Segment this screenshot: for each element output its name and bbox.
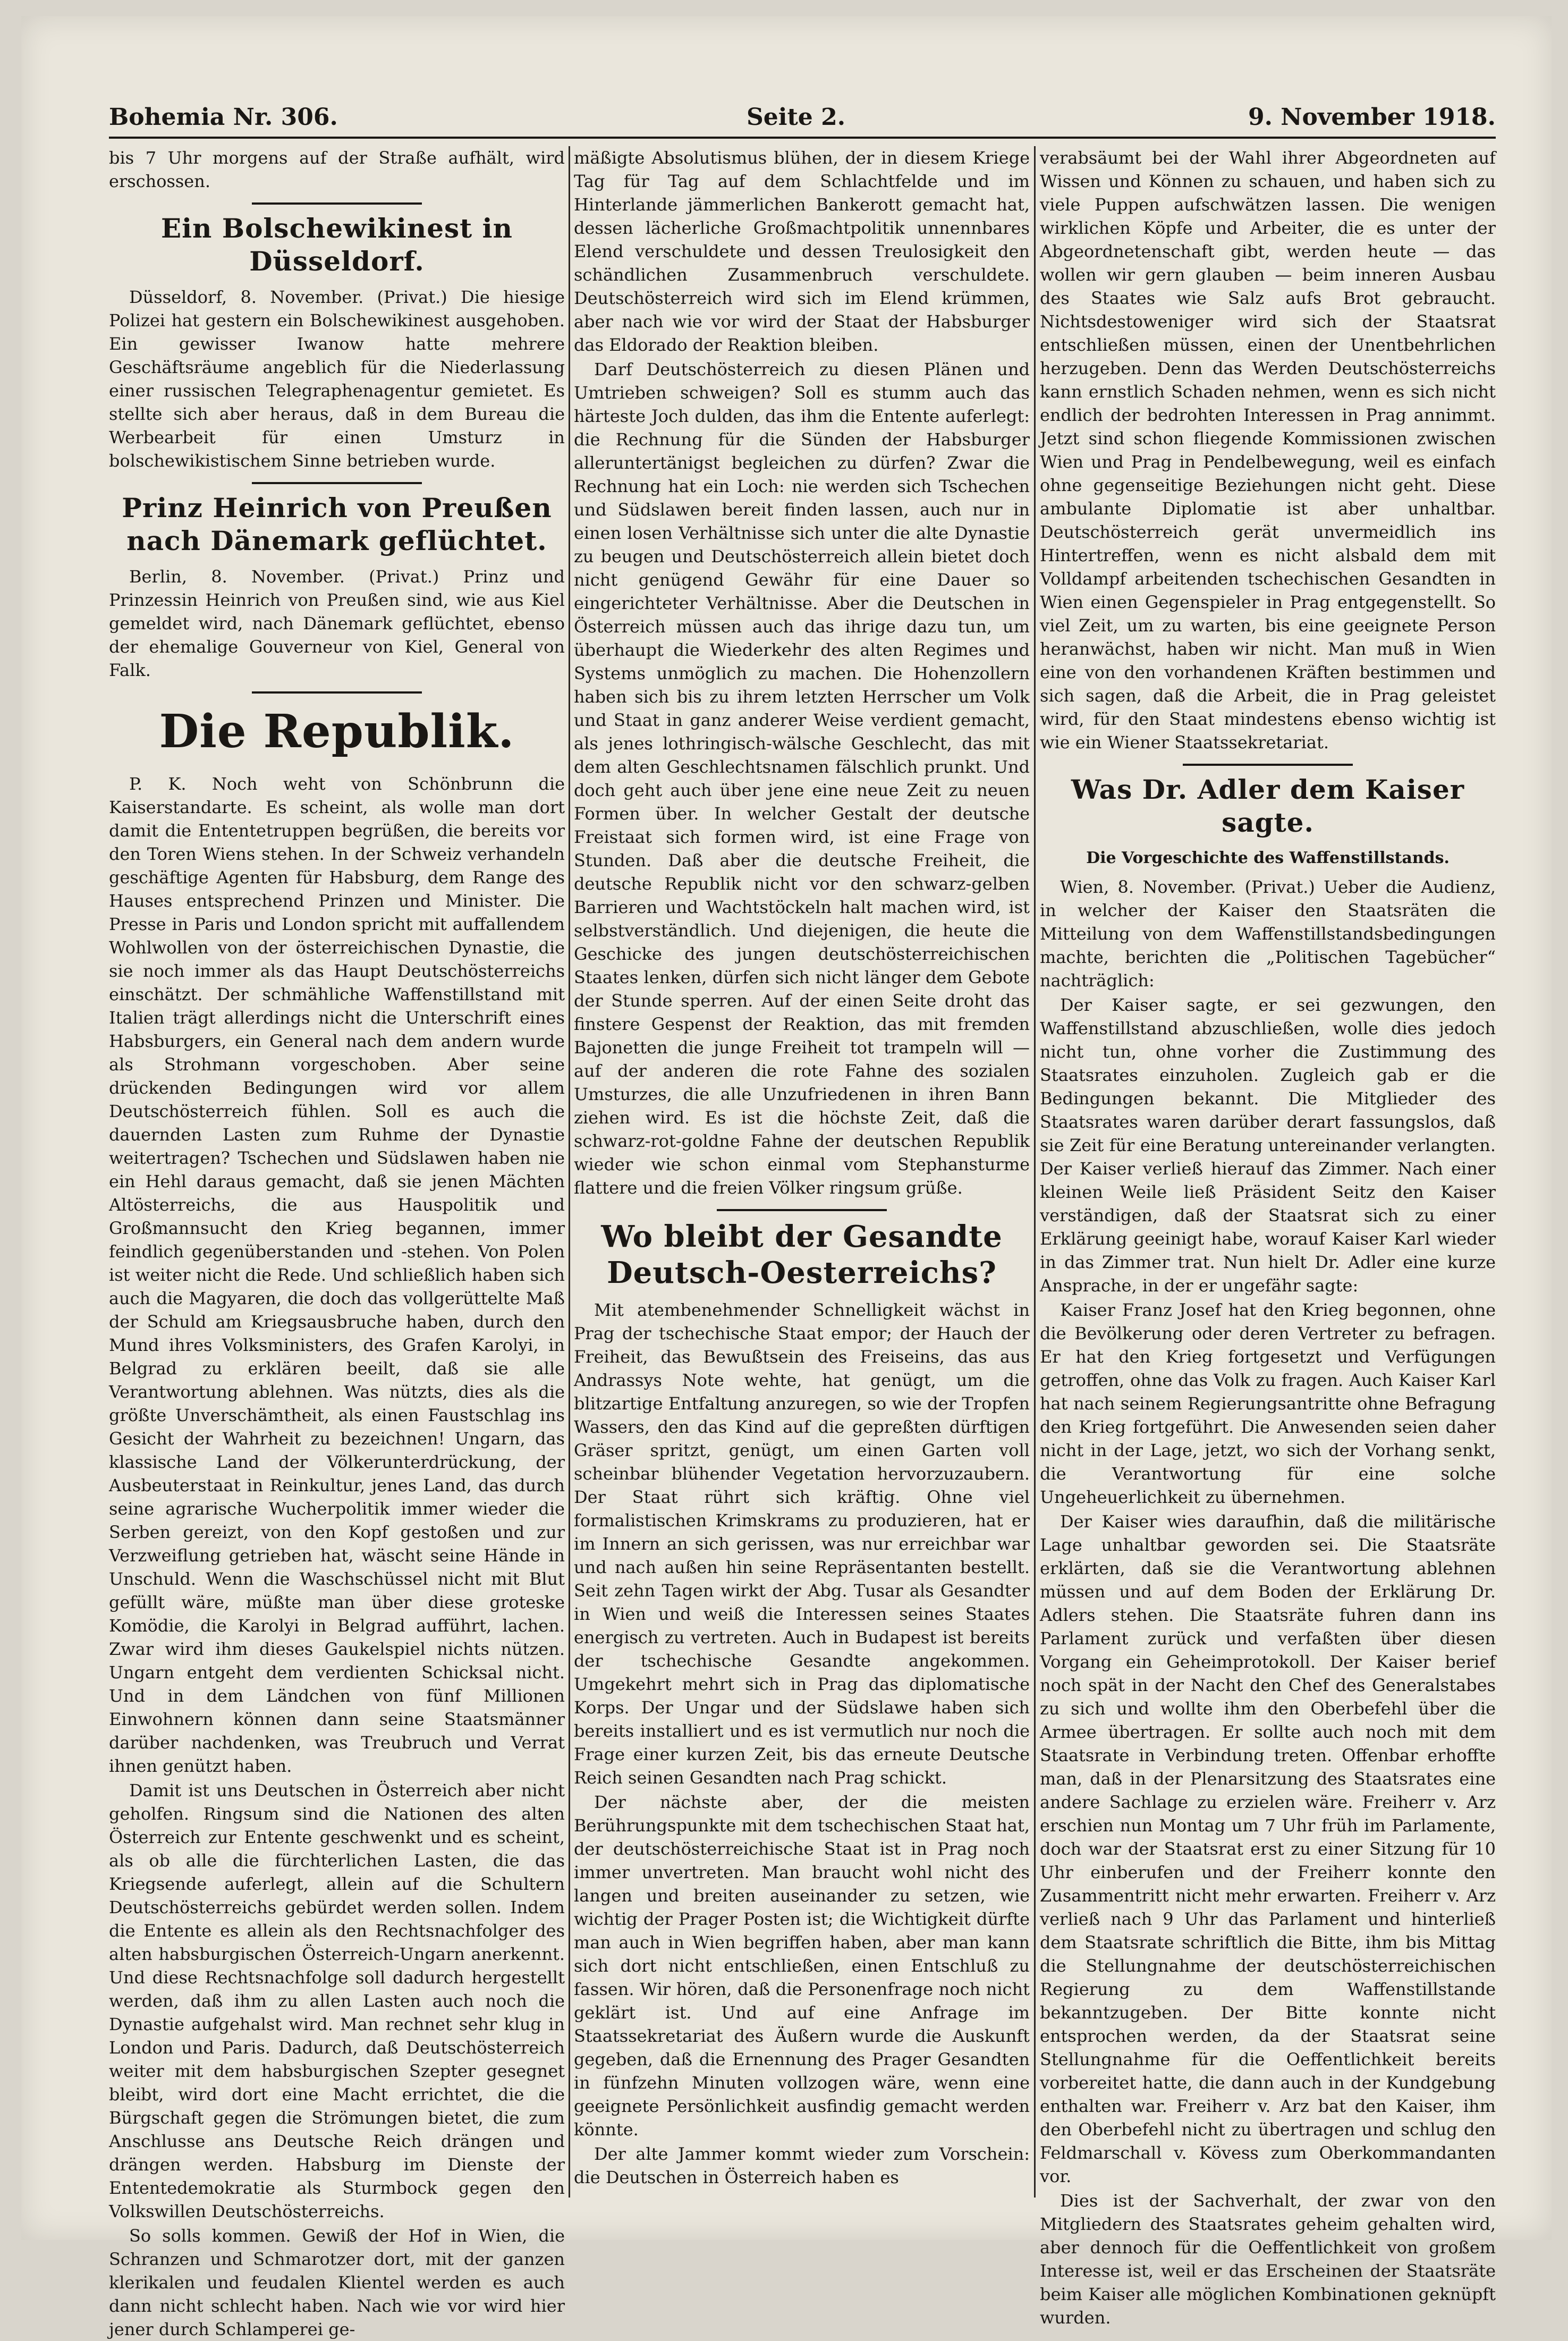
article-divider (717, 1209, 887, 1211)
article-body: So solls kommen. Gewiß der Hof in Wien, die Schranzen und Schmarotzer dort, mit der ganzen klerikalen und feudalen Klientel werden es auch dann nicht schlecht haben. Nach wie vor wird hier jener durch Schlamperei ge- (109, 2226, 565, 2339)
article-body: Berlin, 8. November. (Privat.) Prinz und Prinzessin Heinrich von Preußen sind, wie aus Kiel gemeldet wird, nach Dänemark geflüchtet, ebenso der ehemalige Gouverneur von Kiel, General von Falk. (109, 567, 565, 680)
column-rule (1034, 146, 1036, 2198)
page-number: Seite 2. (747, 104, 846, 131)
column-2 (574, 146, 1030, 2208)
article-body: Wien, 8. November. (Privat.) Ueber die Audienz, in welcher der Kaiser den Staatsräten die Mitteilung von dem Waffenstillstandsbedingungen machte, berichten die „Politischen Tagebücher“ nachträglich: (1040, 877, 1496, 991)
article-body: Der nächste aber, der die meisten Berührungspunkte mit dem tschechischen Staat hat, der deutschösterreichische Staat ist in Prag noch immer unvertreten. Man braucht wohl nicht des langen und breiten auseinander zu setzen, wie wichtig der Prager Posten ist; die Wichtigkeit dürfte man auch in Wien begriffen haben, aber man kann sich dort nicht entschließen, einen Entschluß zu fassen. Wir hören, daß die Personenfrage noch nicht geklärt ist. Und auf eine Anfrage im Staatssekretariat des Äußern wurde die Auskunft gegeben, daß die Ernennung des Prager Gesandten in fünfzehn Minuten vollzogen wäre, wenn eine geeignete Persönlichkeit ausfindig gemacht werden könnte. (574, 1792, 1030, 2140)
article-body: Mit atembenehmender Schnelligkeit wächst in Prag der tschechische Staat empor; der Hauch der Freiheit, das Bewußtsein des Freiseins, das aus Andrassys Note wehte, hat genügt, um die blitzartige Entfaltung anzuregen, so wie der Tropfen Wassers, den das Kind auf die gepreßten dürftigen Gräser spritzt, genügt, um einen Garten voll scheinbar blühender Vegetation hervorzuzaubern. Der Staat rührt sich kräftig. Ohne viel formalistischen Krimskrams zu produzieren, hat er im Innern an sich gerissen, was nur erreichbar war und nach außen hin seine Repräsentanten bestellt. Seit zehn Tagen wirkt der Abg. Tusar als Gesandter in Wien und weiß die Interessen seines Staates energisch zu vertreten. Auch in Budapest ist bereits der tschechische Gesandte angekommen. Umgekehrt mehrt sich in Prag das diplomatische Korps. Der Ungar und der Südslawe haben sich bereits installiert und es ist vermutlich nur noch die Frage einer kurzen Zeit, bis das erneute Deutsche Reich seinen Gesandten nach Prag schickt. (574, 1300, 1030, 1788)
article-headline: Ein Bolschewikinest in Düsseldorf. (160, 213, 513, 277)
article-body: Darf Deutschösterreich zu diesen Plänen und Umtrieben schweigen? Soll es stumm auch das härteste Joch dulden, das ihm die Entente auferlegt: die Rechnung für die Sünden der Habsburger alleruntertänigst begleichen zu dürfen? Zwar die Rechnung hat ein Loch: nie werden sich Tschechen und Südslawen bereit finden lassen, auch nur in einen losen Verhältnisse sich unter die alte Dynastie zu beugen und Deutschösterreich allein bietet doch nicht genügend Gewähr für eine Dauer so eingerichteter Verhältnisse. Aber die Deutschen in Österreich müssen auch das ihrige dazu tun, um überhaupt die Wiederkehr des alten Regimes und Systems unmöglich zu machen. Die Hohenzollern haben sich bis zu ihrem letzten Herrscher um Volk und Staat in ganz anderer Weise verdient gemacht, als jenes lothringisch-wälsche Geschlecht, das mit dem alten Geschlechtsnamen fälschlich prunkt. Und doch geht auch über jene eine neue Zeit zu neuen Formen über. In welcher Gestalt der deutsche Freistaat sich formen wird, ist eine Frage von Stunden. Daß aber die deutsche Freiheit, die deutsche Republik nicht vor den schwarz-gelben Barrieren und Wachtstöckeln halt machen wird, ist selbstverständlich. Und diejenigen, die heute die Geschicke des jungen deutschösterreichischen Staates lenken, dürfen sich nicht länger dem Gebote der Stunde sperren. Auf der einen Seite droht das finstere Gespenst der Reaktion, das mit fremden Bajonetten die junge Freiheit tot trampeln will — auf der anderen die rote Fahne des sozialen Umsturzes, die alle Unzufriedenen in ihren Bann ziehen wird. Es ist die höchste Zeit, daß die schwarz-rot-goldne Fahne der deutschen Republik wieder wie schon einmal vom Stephansturme flattere und die freien Völker ringsum grüße. (574, 359, 1030, 1198)
article-body: Der alte Jammer kommt wieder zum Vorschein: die Deutschen in Österreich haben es (574, 2144, 1030, 2187)
column-3 (1040, 146, 1496, 2328)
article-continuation: bis 7 Uhr morgens auf der Straße aufhält, wird erschossen. (109, 148, 565, 191)
article-body: Der Kaiser sagte, er sei gezwungen, den Waffenstillstand abzuschließen, wolle dies jedoch nicht tun, ohne vorher die Zustimmung des Staatsrates einzuholen. Zugleich gab er die Bedingungen bekannt. Die Mitglieder des Staatsrates waren darüber derart fassungslos, daß sie Zeit für eine Beratung untereinander verlangten. Der Kaiser verließ hierauf das Zimmer. Nach einer kleinen Weile ließ Präsident Seitz den Kaiser verständigen, daß der Staatsrat sich zu einer Erklärung geeinigt habe, worauf Kaiser Karl wieder in das Zimmer trat. Nun hielt Dr. Adler eine kurze Ansprache, in der er ungefähr sagte: (1040, 995, 1496, 1296)
article-body: mäßigte Absolutismus blühen, der in diesem Kriege Tag für Tag auf dem Schlachtfelde und im Hinterlande jämmerlichen Bankerott gemacht hat, dessen lächerliche Großmachtpolitik unnennbares Elend verschuldete und dessen Treulosigkeit den schändlichen Zusammenbruch verschuldete. Deutschösterreich wird sich im Elend krümmen, aber nach wie vor wird der Staat der Habsburger das Eldorado der Reaktion bleiben. (574, 148, 1030, 355)
article-body: Der Kaiser wies daraufhin, daß die militärische Lage unhaltbar geworden sei. Die Staatsräte erklärten, daß sie die Verantwortung ablehnen müssen und auf dem Boden der Erklärung Dr. Adlers stehen. Die Staatsräte fuhren dann ins Parlament zurück und verfaßten über diesen Vorgang ein Geheimprotokoll. Der Kaiser berief noch spät in der Nacht den Chef des Generalstabes zu sich und wollte ihm den Oberbefehl über die Armee übertragen. Er sollte auch noch mit dem Staatsrate in Verbindung treten. Offenbar erhoffte man, daß in der Plenarsitzung des Staatsrates eine andere Sachlage zu erzielen wäre. Freiherr v. Arz erschien nun Montag um 7 Uhr früh im Parlamente, doch war der Staatsrat erst zu einer Sitzung für 10 Uhr einberufen und der Freiherr konnte den Zusammentritt nicht mehr erwarten. Freiherr v. Arz verließ nach 9 Uhr das Parlament und hinterließ dem Staatsrate schriftlich die Bitte, ihm bis Mittag die Stellungnahme der deutschösterreichischen Regierung zu dem Waffenstillstande bekanntzugeben. Der Bitte konnte nicht entsprochen werden, da der Staatsrat seine Stellungnahme für die Oeffentlichkeit bereits vorbereitet hatte, die dann auch in der Kundgebung enthalten war. Freiherr v. Arz bat den Kaiser, ihm den Oberbefehl nicht zu übertragen und schlug den Feldmarschall v. Kövess zum Oberkommandanten vor. (1040, 1511, 1496, 2186)
article-divider (1183, 764, 1353, 766)
article-body: verabsäumt bei der Wahl ihrer Abgeordneten auf Wissen und Können zu schauen, und haben sich zu viele Puppen aufschwätzen lassen. Die wenigen wirklichen Köpfe und Arbeiter, die es unter der Abgeordnetenschaft gibt, werden heute — das wollen wir gern glauben — beim inneren Ausbau des Staates wie Salz aufs Brot gebraucht. Nichtsdestoweniger wird sich der Staatsrat entschließen müssen, einen der Unentbehrlichen herzugeben. Denn das Werden Deutschösterreichs kann ernstlich Schaden nehmen, wenn es sich nicht endlich der bedrohten Interessen in Prag annimmt. Jetzt sind schon fliegende Kommissionen zwischen Wien und Prag in Pendelbewegung, weil es einfach ohne gegenseitige Beziehungen nicht geht. Diese ambulante Diplomatie ist aber unhaltbar. Deutschösterreich gerät unvermeidlich ins Hintertreffen, wenn es nicht alsbald dem mit Volldampf arbeitenden tschechischen Gesandten in Wien einen Gegenspieler in Prag entgegenstellt. So viel Zeit, um zu warten, bis eine geeignete Person heranwächst, haben wir nicht. Man muß in Wien eine von den vorhandenen Kräften bestimmen und sich sagen, daß die Arbeit, die in Prag geleistet wird, für den Staat mindestens ebenso wichtig ist wie ein Wiener Staatssekretariat. (1040, 148, 1496, 753)
column-1 (109, 146, 565, 2339)
article-body: Kaiser Franz Josef hat den Krieg begonnen, ohne die Bevölkerung oder deren Vertreter zu befragen. Er hat den Krieg fortgesetzt und Verfügungen getroffen, ohne das Volk zu fragen. Auch Kaiser Karl hat nach seinem Regierungsantritte ohne Befragung den Krieg fortgeführt. Die Anwesenden seien daher nicht in der Lage, jetzt, wo sich der Vorhang senkt, die Verantwortung für eine solche Ungeheuerlichkeit zu übernehmen. (1040, 1300, 1496, 1507)
article-body: Düsseldorf, 8. November. (Privat.) Die hiesige Polizei hat gestern ein Bolschewikinest ausgehoben. Ein gewisser Iwanow hatte mehrere Geschäftsräume angeblich für die Niederlassung einer russischen Telegraphenagentur gemietet. Es stellte sich aber heraus, daß in dem Bureau die Werbearbeit für einen Umsturz in bolschewikistischem Sinne betrieben wurde. (109, 287, 565, 471)
article-headline: Wo bleibt der Gesandte Deutsch-Oesterreichs? (601, 1219, 1003, 1290)
article-body: P. K. Noch weht von Schönbrunn die Kaiserstandarte. Es scheint, als wolle man dort damit die Ententetruppen begrüßen, die bereits vor den Toren Wiens stehen. In der Schweiz verhandeln geschäftige Agenten für Habsburg, dem Range des Hauses entsprechend Prinzen und Minister. Die Presse in Paris und London spricht mit auffallendem Wohlwollen von der österreichischen Dynastie, die sie noch immer als das Haupt Deutschösterreichs einschätzt. Der schmähliche Waffenstillstand mit Italien trägt allerdings nicht die Unterschrift eines Habsburgers, ein General nach dem andern wurde als Strohmann vorgeschoben. Aber seine drückenden Bedingungen wird vor allem Deutschösterreich fühlen. Soll es auch die dauernden Lasten zum Ruhme der Dynastie weitertragen? Tschechen und Südslawen haben nie ein Hehl daraus gemacht, daß sie jenen Mächten Altösterreichs, die aus Hauspolitik und Großmannsucht den Krieg begannen, immer feindlich gegenüberstanden und -stehen. Von Polen ist weiter nicht die Rede. Und schließlich haben sich auch die Magyaren, die doch das vollgerüttelte Maß der Schuld am Kriegsausbruche haben, durch den Mund ihres Volksministers, des Grafen Karolyi, in Belgrad zu erklären beeilt, daß sie alle Verantwortung ablehnen. Was nützts, dies als die größte Unverschämtheit, als einen Faustschlag ins Gesicht der Wahrheit zu bezeichnen! Ungarn, das klassische Land der Völkerunterdrückung, der Ausbeuterstaat in Reinkultur, jenes Land, das durch seine agrarische Wucherpolitik immer wieder die Serben gereizt, von den Kopf gestoßen und zur Verzweiflung getrieben hat, wäscht seine Hände in Unschuld. Wenn die Waschschüssel nicht mit Blut gefüllt wäre, müßte man über diese groteske Komödie, die Karolyi in Belgrad aufführt, lachen. Zwar wird ihm dieses Gaukelspiel nichts nützen. Ungarn entgeht dem verdienten Schicksal nicht. Und in dem Ländchen von fünf Millionen Einwohnern können dann seine Staatsmänner darüber nachdenken, was Treubruch und Verrat ihnen genützt haben. (109, 774, 565, 1776)
article-divider (252, 202, 422, 205)
article-body: Damit ist uns Deutschen in Österreich aber nicht geholfen. Ringsum sind die Nationen des alten Österreich zur Entente geschwenkt und es scheint, als ob alle die fürchterlichen Lasten, die das Kriegsende auferlegt, allein auf die Schultern Deutschösterreichs gebürdet werden sollen. Indem die Entente es allein als den Rechtsnachfolger des alten habsburgischen Österreich-Ungarn anerkennt. Und diese Rechtsnachfolge soll dadurch hergestellt werden, daß ihm zu allen Lasten auch noch die Dynastie aufgehalst wird. Man rechnet sehr klug in London und Paris. Dadurch, daß Deutschösterreich weiter mit dem habsburgischen Szepter gesegnet bleibt, wird dort eine Macht errichtet, die die Bürgschaft gegen die Strömungen bietet, die zum Anschlusse ans Deutsche Reich drängen und drängen werden. Habsburg im Dienste der Ententedemokratie als Sturmbock gegen den Volkswillen Deutschösterreichs. (109, 1780, 565, 2221)
article-headline: Prinz Heinrich von Preußen nach Dänemark geflüchtet. (122, 492, 552, 556)
article-body: Dies ist der Sachverhalt, der zwar von den Mitgliedern des Staatsrates geheim gehalten wird, aber dennoch für die Oeffentlichkeit von großem Interesse ist, weil er das Erscheinen der Staatsräte beim Kaiser alle möglichen Kombinationen geknüpft wurden. (1040, 2191, 1496, 2328)
article-divider (252, 482, 422, 484)
article-headline: Was Dr. Adler dem Kaiser sagte. (1071, 774, 1465, 838)
issue-date: 9. November 1918. (1248, 104, 1496, 131)
article-headline: Die Republik. (159, 705, 515, 758)
article-subheadline: Die Vorgeschichte des Waffenstillstands. (1086, 849, 1450, 867)
column-rule (569, 146, 570, 2198)
article-divider (252, 691, 422, 694)
issue-number: Bohemia Nr. 306. (109, 104, 338, 131)
page-header (109, 104, 1496, 139)
